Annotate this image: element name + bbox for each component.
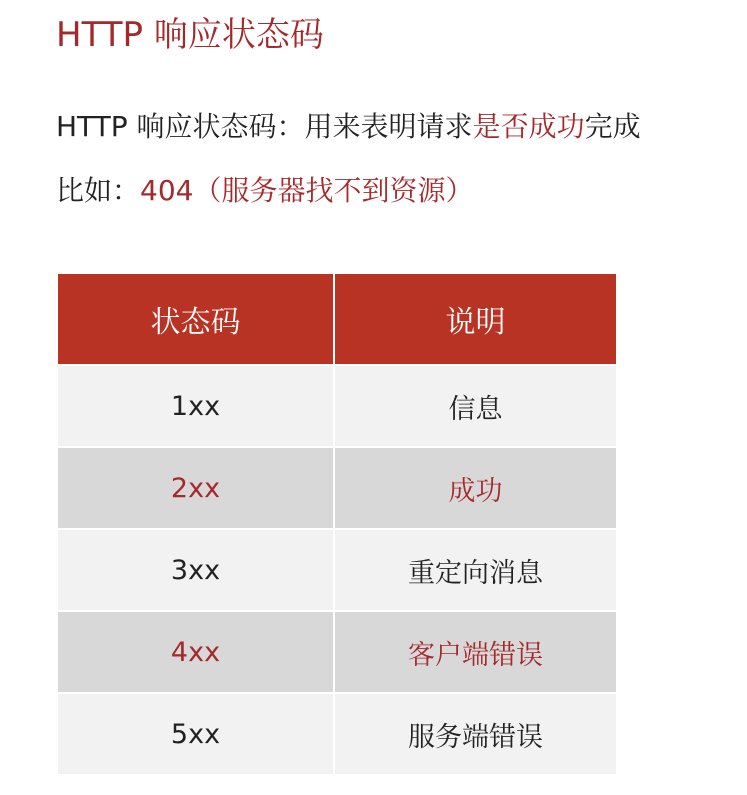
table-row bbox=[58, 694, 616, 776]
header-description: 说明 bbox=[445, 305, 506, 340]
table-row bbox=[58, 612, 616, 694]
intro-line bbox=[56, 108, 641, 146]
table-row bbox=[58, 366, 616, 448]
example-prefix: 比如： bbox=[56, 174, 141, 207]
description-cell: 成功 bbox=[448, 475, 503, 507]
page-title: HTTP 响应状态码 bbox=[56, 15, 324, 55]
status-code-cell: 3xx bbox=[58, 530, 335, 610]
status-code-cell: 4xx bbox=[58, 612, 335, 692]
status-code-cell: 5xx bbox=[58, 694, 335, 774]
table-row bbox=[58, 448, 616, 530]
intro-prefix: HTTP 响应状态码：用来表明请求 bbox=[56, 110, 473, 143]
status-code-cell: 2xx bbox=[58, 448, 335, 528]
status-code-table bbox=[58, 274, 616, 776]
status-code-cell: 1xx bbox=[58, 366, 335, 446]
table-header-row bbox=[58, 274, 616, 366]
description-cell: 服务端错误 bbox=[408, 721, 543, 753]
example-highlight: 404（服务器找不到资源） bbox=[140, 174, 474, 207]
intro-suffix: 完成 bbox=[584, 110, 641, 143]
intro-highlight: 是否成功 bbox=[472, 110, 585, 143]
description-cell: 客户端错误 bbox=[408, 639, 543, 671]
header-status-code: 状态码 bbox=[58, 274, 335, 364]
description-cell: 重定向消息 bbox=[408, 557, 543, 589]
table-row bbox=[58, 530, 616, 612]
description-cell: 信息 bbox=[448, 393, 503, 425]
example-line bbox=[56, 172, 473, 210]
